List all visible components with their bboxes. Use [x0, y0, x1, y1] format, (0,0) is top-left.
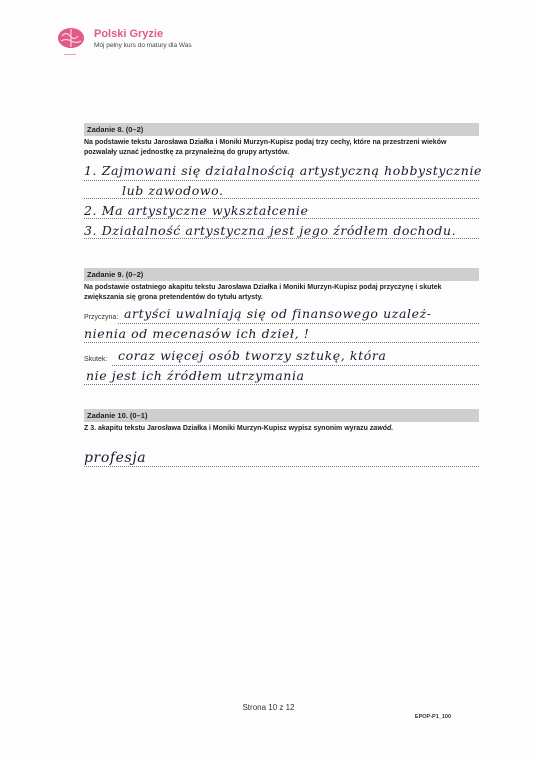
cause-label: Przyczyna: — [84, 314, 119, 321]
exam-code: EPOP-P1_100 — [414, 714, 451, 720]
answer-line — [112, 364, 479, 366]
cause-line-2: nienia od mecenasów ich dzieł, ! — [84, 326, 310, 341]
task-8-header: Zadanie 8. (0–2) — [84, 123, 479, 136]
effect-line-2: nie jest ich źródłem utrzymania — [86, 368, 305, 383]
effect-line-1: coraz więcej osób tworzy sztukę, która — [118, 348, 387, 363]
brand-header — [56, 26, 192, 50]
task-10-prompt-text: Z 3. akapitu tekstu Jarosława Działka i Moniki Murzyn-Kupisz wypisz synonim wyrazu — [84, 425, 368, 432]
task-9-header: Zadanie 9. (0–2) — [84, 268, 479, 281]
task-8-answer-2: 2. Ma artystyczne wykształcenie — [84, 203, 309, 218]
task-8-answer-1a: 1. Zajmowani się działalnością artystyczną hobbystycznie — [84, 163, 483, 178]
task-9 — [84, 268, 479, 383]
answer-line — [84, 341, 479, 343]
task-10 — [84, 409, 479, 466]
task-10-prompt — [84, 424, 479, 434]
cause-line-1: artyści uwalniają się od finansowego uzależ- — [124, 306, 432, 321]
task-10-header: Zadanie 10. (0–1) — [84, 409, 479, 422]
task-9-prompt: Na podstawie ostatniego akapitu tekstu Jarosława Działka i Moniki Murzyn-Kupisz podaj przyczynę i skutek zwiększania się grona pretendentów do tytułu artysty. — [84, 284, 442, 301]
task-10-answer: profesja — [84, 450, 147, 466]
task-8-answer-1b: lub zawodowo. — [122, 183, 224, 198]
answer-line — [84, 179, 479, 181]
task-8 — [84, 123, 483, 238]
answer-line — [118, 322, 479, 324]
task-10-prompt-word: zawód. — [369, 425, 394, 432]
brand-subtitle: Mój pełny kurs do matury dla Was — [94, 42, 192, 49]
page-number: Strona 10 z 12 — [242, 703, 295, 712]
brand-title: Polski Gryzie — [94, 28, 164, 40]
answer-line — [84, 383, 479, 385]
brand-divider — [64, 54, 76, 55]
brain-icon — [56, 26, 86, 50]
effect-label: Skutek: — [84, 356, 108, 363]
task-8-prompt: Na podstawie tekstu Jarosława Działka i Moniki Murzyn-Kupisz podaj trzy cechy, które na przestrzeni wieków pozwalały uznać jednostkę za przynależną do grupy artystów. — [84, 139, 447, 156]
task-8-answer-3: 3. Działalność artystyczna jest jego źródłem dochodu. — [84, 223, 457, 238]
